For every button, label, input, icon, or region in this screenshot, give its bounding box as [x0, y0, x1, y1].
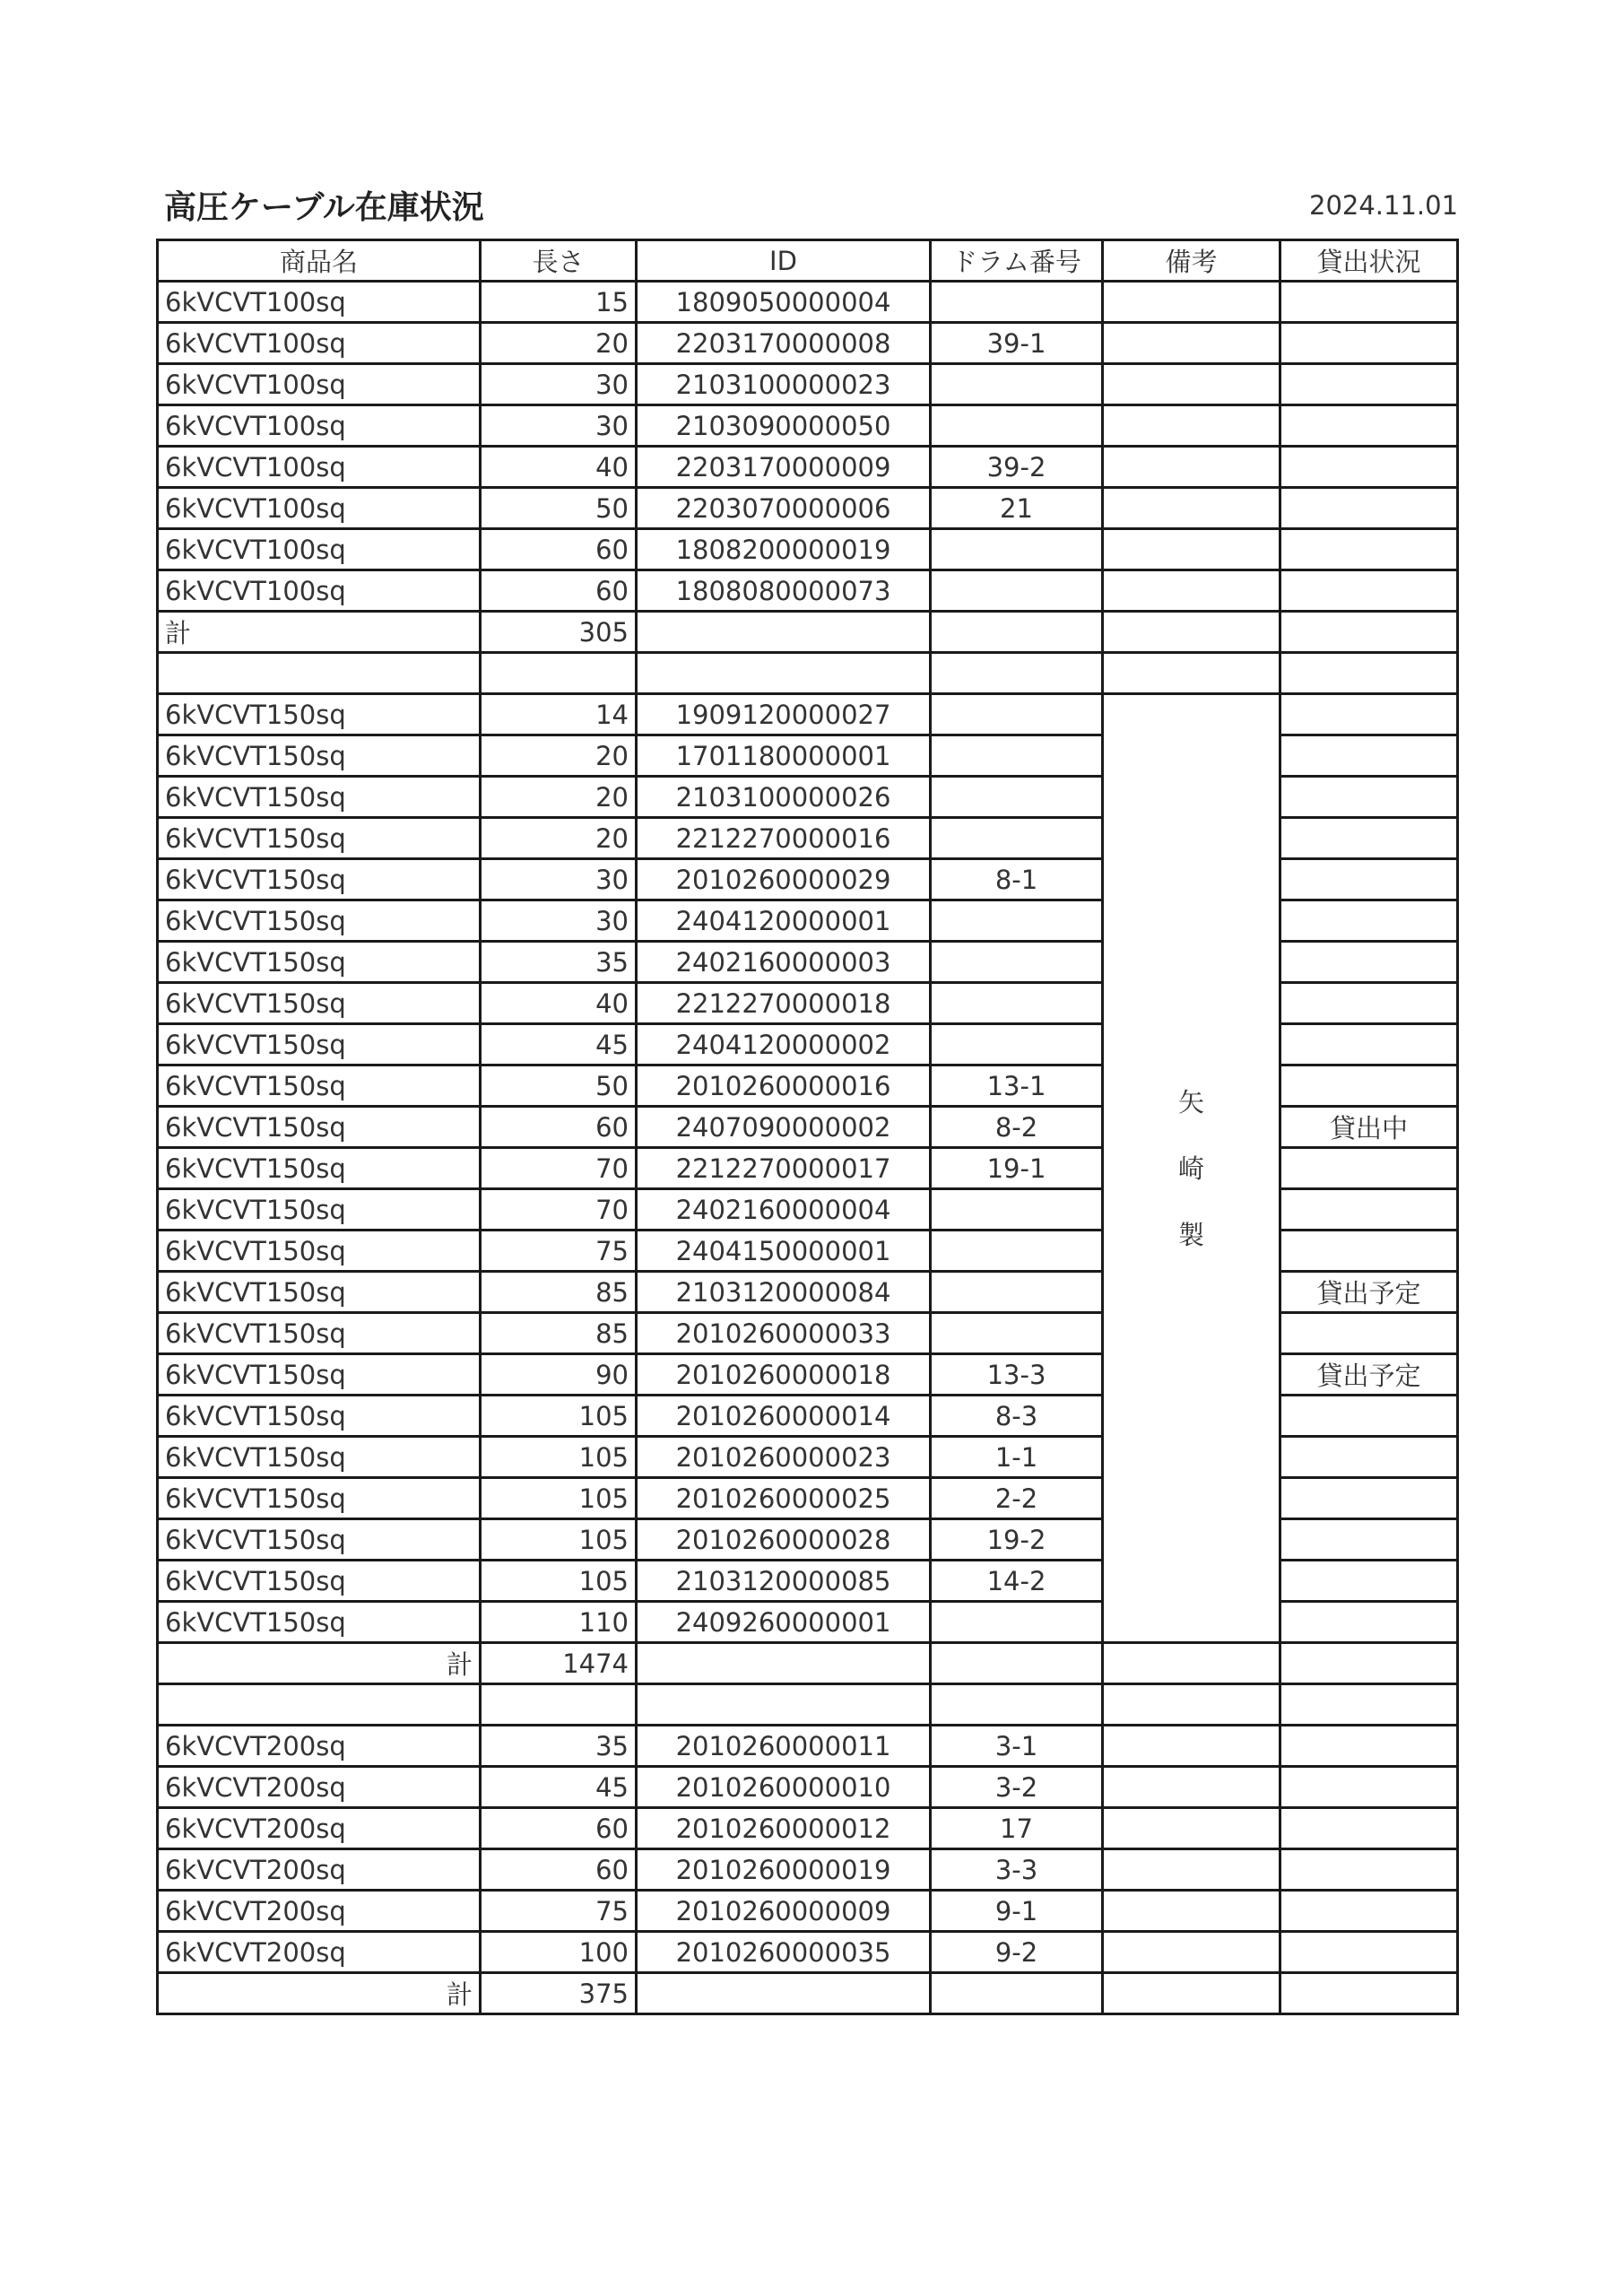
length-cell: 30 — [481, 405, 637, 447]
product-name-cell: 6kVCVT100sq — [158, 570, 481, 612]
product-name-cell: 6kVCVT100sq — [158, 282, 481, 323]
id-cell: 2203070000006 — [637, 488, 931, 529]
length-cell: 30 — [481, 364, 637, 405]
status-cell — [1280, 1561, 1458, 1602]
length-cell: 60 — [481, 1808, 637, 1849]
length-cell: 60 — [481, 1107, 637, 1148]
drum-number-cell — [931, 735, 1103, 777]
id-cell: 2203170000008 — [637, 323, 931, 364]
drum-number-cell — [931, 900, 1103, 942]
id-cell: 2404120000002 — [637, 1024, 931, 1065]
remarks-cell — [1103, 405, 1280, 447]
empty-cell — [931, 1684, 1103, 1726]
product-name-cell: 6kVCVT150sq — [158, 859, 481, 900]
id-cell: 2404120000001 — [637, 900, 931, 942]
subtotal-row — [158, 1643, 1458, 1684]
product-name-cell: 6kVCVT150sq — [158, 1602, 481, 1643]
remarks-cell — [1103, 1932, 1280, 1973]
drum-number-cell: 8-1 — [931, 859, 1103, 900]
empty-cell — [931, 612, 1103, 653]
length-cell: 105 — [481, 1519, 637, 1561]
id-cell: 2010260000009 — [637, 1891, 931, 1932]
product-name-cell: 6kVCVT150sq — [158, 1396, 481, 1437]
product-name-cell: 6kVCVT100sq — [158, 529, 481, 570]
header-drum: ドラム番号 — [931, 240, 1103, 282]
product-name-cell: 6kVCVT150sq — [158, 1148, 481, 1189]
drum-number-cell — [931, 1231, 1103, 1272]
drum-number-cell — [931, 405, 1103, 447]
product-name-cell: 6kVCVT150sq — [158, 777, 481, 818]
status-cell — [1280, 1932, 1458, 1973]
drum-number-cell: 19-2 — [931, 1519, 1103, 1561]
empty-cell — [1280, 612, 1458, 653]
table-row — [158, 570, 1458, 612]
product-name-cell: 6kVCVT100sq — [158, 364, 481, 405]
product-name-cell: 6kVCVT150sq — [158, 983, 481, 1024]
drum-number-cell: 3-3 — [931, 1849, 1103, 1891]
drum-number-cell — [931, 942, 1103, 983]
drum-number-cell — [931, 282, 1103, 323]
id-cell: 2010260000011 — [637, 1726, 931, 1767]
table-row — [158, 1767, 1458, 1808]
empty-cell — [1103, 653, 1280, 694]
table-row — [158, 405, 1458, 447]
remarks-cell — [1103, 323, 1280, 364]
product-name-cell: 6kVCVT150sq — [158, 1024, 481, 1065]
subtotal-row — [158, 612, 1458, 653]
remarks-cell — [1103, 282, 1280, 323]
drum-number-cell: 2-2 — [931, 1478, 1103, 1519]
length-cell: 70 — [481, 1148, 637, 1189]
table-row — [158, 323, 1458, 364]
empty-cell — [1103, 1973, 1280, 2014]
remarks-char: 製 — [1177, 1219, 1204, 1250]
status-cell: 貸出予定 — [1280, 1272, 1458, 1313]
product-name-cell: 6kVCVT150sq — [158, 942, 481, 983]
product-name-cell: 6kVCVT100sq — [158, 447, 481, 488]
length-cell: 90 — [481, 1354, 637, 1396]
empty-cell — [158, 653, 481, 694]
remarks-cell — [1103, 529, 1280, 570]
id-cell: 2402160000004 — [637, 1189, 931, 1231]
product-name-cell: 6kVCVT150sq — [158, 900, 481, 942]
id-cell: 2212270000018 — [637, 983, 931, 1024]
id-cell: 2212270000017 — [637, 1148, 931, 1189]
drum-number-cell: 21 — [931, 488, 1103, 529]
drum-number-cell — [931, 1024, 1103, 1065]
length-cell: 35 — [481, 1726, 637, 1767]
blank-row — [158, 1684, 1458, 1726]
id-cell: 2010260000012 — [637, 1808, 931, 1849]
status-cell — [1280, 1313, 1458, 1354]
length-cell: 45 — [481, 1024, 637, 1065]
id-cell: 2103120000084 — [637, 1272, 931, 1313]
length-cell: 15 — [481, 282, 637, 323]
drum-number-cell: 13-1 — [931, 1065, 1103, 1107]
empty-cell — [1103, 1684, 1280, 1726]
product-name-cell: 6kVCVT200sq — [158, 1849, 481, 1891]
status-cell — [1280, 282, 1458, 323]
drum-number-cell: 8-2 — [931, 1107, 1103, 1148]
product-name-cell: 6kVCVT200sq — [158, 1932, 481, 1973]
status-cell — [1280, 1602, 1458, 1643]
id-cell: 2212270000016 — [637, 818, 931, 859]
header-row — [158, 240, 1458, 282]
drum-number-cell: 3-1 — [931, 1726, 1103, 1767]
drum-number-cell: 1-1 — [931, 1437, 1103, 1478]
length-cell: 60 — [481, 529, 637, 570]
status-cell: 貸出予定 — [1280, 1354, 1458, 1396]
id-cell: 2404150000001 — [637, 1231, 931, 1272]
subtotal-label: 計 — [158, 1643, 481, 1684]
remarks-cell — [1103, 1767, 1280, 1808]
remarks-cell — [1103, 1808, 1280, 1849]
length-cell: 110 — [481, 1602, 637, 1643]
id-cell: 2010260000029 — [637, 859, 931, 900]
status-cell — [1280, 694, 1458, 735]
table-row — [158, 694, 1458, 735]
status-cell — [1280, 942, 1458, 983]
status-cell — [1280, 570, 1458, 612]
id-cell: 1808080000073 — [637, 570, 931, 612]
length-cell: 35 — [481, 942, 637, 983]
length-cell: 100 — [481, 1932, 637, 1973]
report-date: 2024.11.01 — [1309, 190, 1459, 221]
status-cell — [1280, 1024, 1458, 1065]
length-cell: 40 — [481, 447, 637, 488]
length-cell: 85 — [481, 1313, 637, 1354]
remarks-cell — [1103, 1726, 1280, 1767]
remarks-cell — [1103, 364, 1280, 405]
drum-number-cell — [931, 1189, 1103, 1231]
status-cell — [1280, 405, 1458, 447]
status-cell — [1280, 900, 1458, 942]
drum-number-cell — [931, 983, 1103, 1024]
status-cell — [1280, 1808, 1458, 1849]
table-row — [158, 1726, 1458, 1767]
status-cell — [1280, 777, 1458, 818]
remarks-cell — [1103, 1891, 1280, 1932]
length-cell: 20 — [481, 777, 637, 818]
drum-number-cell — [931, 818, 1103, 859]
id-cell: 2409260000001 — [637, 1602, 931, 1643]
product-name-cell: 6kVCVT150sq — [158, 694, 481, 735]
drum-number-cell — [931, 1602, 1103, 1643]
id-cell: 2103090000050 — [637, 405, 931, 447]
id-cell: 2103120000085 — [637, 1561, 931, 1602]
product-name-cell: 6kVCVT100sq — [158, 405, 481, 447]
status-cell — [1280, 1065, 1458, 1107]
drum-number-cell — [931, 364, 1103, 405]
drum-number-cell: 19-1 — [931, 1148, 1103, 1189]
id-cell: 1809050000004 — [637, 282, 931, 323]
status-cell — [1280, 1478, 1458, 1519]
length-cell: 75 — [481, 1891, 637, 1932]
status-cell — [1280, 1726, 1458, 1767]
drum-number-cell: 9-1 — [931, 1891, 1103, 1932]
product-name-cell: 6kVCVT150sq — [158, 1437, 481, 1478]
remarks-cell — [1103, 1849, 1280, 1891]
table-row — [158, 1932, 1458, 1973]
length-cell: 30 — [481, 859, 637, 900]
remarks-cell — [1103, 488, 1280, 529]
product-name-cell: 6kVCVT150sq — [158, 1272, 481, 1313]
length-cell: 50 — [481, 1065, 637, 1107]
header-status: 貸出状況 — [1280, 240, 1458, 282]
length-cell: 75 — [481, 1231, 637, 1272]
table-row — [158, 1891, 1458, 1932]
product-name-cell: 6kVCVT150sq — [158, 1519, 481, 1561]
product-name-cell: 6kVCVT150sq — [158, 1354, 481, 1396]
id-cell: 2203170000009 — [637, 447, 931, 488]
subtotal-label: 計 — [158, 1973, 481, 2014]
length-cell: 105 — [481, 1478, 637, 1519]
id-cell: 2010260000018 — [637, 1354, 931, 1396]
id-cell: 2010260000033 — [637, 1313, 931, 1354]
drum-number-cell: 39-2 — [931, 447, 1103, 488]
product-name-cell: 6kVCVT150sq — [158, 1561, 481, 1602]
empty-cell — [1280, 1643, 1458, 1684]
remarks-cell — [1103, 570, 1280, 612]
remarks-cell — [1103, 447, 1280, 488]
empty-cell — [481, 653, 637, 694]
empty-cell — [1280, 653, 1458, 694]
id-cell: 2010260000023 — [637, 1437, 931, 1478]
drum-number-cell: 39-1 — [931, 323, 1103, 364]
status-cell — [1280, 1396, 1458, 1437]
status-cell — [1280, 1849, 1458, 1891]
length-cell: 60 — [481, 570, 637, 612]
product-name-cell: 6kVCVT150sq — [158, 1478, 481, 1519]
empty-cell — [481, 1684, 637, 1726]
drum-number-cell: 9-2 — [931, 1932, 1103, 1973]
length-cell: 105 — [481, 1437, 637, 1478]
blank-row — [158, 653, 1458, 694]
subtotal-length: 305 — [481, 612, 637, 653]
product-name-cell: 6kVCVT200sq — [158, 1891, 481, 1932]
empty-cell — [931, 653, 1103, 694]
table-row — [158, 529, 1458, 570]
header-length: 長さ — [481, 240, 637, 282]
drum-number-cell — [931, 529, 1103, 570]
drum-number-cell — [931, 570, 1103, 612]
subtotal-length: 375 — [481, 1973, 637, 2014]
drum-number-cell — [931, 694, 1103, 735]
drum-number-cell: 17 — [931, 1808, 1103, 1849]
id-cell: 2407090000002 — [637, 1107, 931, 1148]
remarks-char: 崎 — [1177, 1152, 1204, 1184]
table-row — [158, 282, 1458, 323]
product-name-cell: 6kVCVT100sq — [158, 323, 481, 364]
length-cell: 105 — [481, 1396, 637, 1437]
status-cell — [1280, 983, 1458, 1024]
empty-cell — [637, 1973, 931, 2014]
id-cell: 1701180000001 — [637, 735, 931, 777]
id-cell: 2010260000025 — [637, 1478, 931, 1519]
drum-number-cell: 3-2 — [931, 1767, 1103, 1808]
length-cell: 45 — [481, 1767, 637, 1808]
table-row — [158, 488, 1458, 529]
drum-number-cell — [931, 1272, 1103, 1313]
inventory-table — [156, 239, 1459, 2015]
product-name-cell: 6kVCVT200sq — [158, 1808, 481, 1849]
empty-cell — [637, 612, 931, 653]
empty-cell — [637, 653, 931, 694]
table-row — [158, 364, 1458, 405]
product-name-cell: 6kVCVT200sq — [158, 1726, 481, 1767]
id-cell: 2010260000019 — [637, 1849, 931, 1891]
status-cell — [1280, 1231, 1458, 1272]
drum-number-cell — [931, 777, 1103, 818]
product-name-cell: 6kVCVT150sq — [158, 1231, 481, 1272]
status-cell — [1280, 1189, 1458, 1231]
id-cell: 2010260000010 — [637, 1767, 931, 1808]
length-cell: 85 — [481, 1272, 637, 1313]
status-cell — [1280, 1437, 1458, 1478]
length-cell: 30 — [481, 900, 637, 942]
length-cell: 20 — [481, 323, 637, 364]
product-name-cell: 6kVCVT150sq — [158, 818, 481, 859]
status-cell — [1280, 818, 1458, 859]
status-cell: 貸出中 — [1280, 1107, 1458, 1148]
table-row — [158, 1808, 1458, 1849]
length-cell: 40 — [481, 983, 637, 1024]
id-cell: 1909120000027 — [637, 694, 931, 735]
remarks-char: 矢 — [1177, 1086, 1204, 1118]
product-name-cell: 6kVCVT150sq — [158, 735, 481, 777]
status-cell — [1280, 488, 1458, 529]
status-cell — [1280, 1767, 1458, 1808]
empty-cell — [637, 1643, 931, 1684]
page-title: 高圧ケーブル在庫状況 — [164, 189, 484, 226]
subtotal-row — [158, 1973, 1458, 2014]
status-cell — [1280, 859, 1458, 900]
length-cell: 60 — [481, 1849, 637, 1891]
product-name-cell: 6kVCVT150sq — [158, 1107, 481, 1148]
length-cell: 50 — [481, 488, 637, 529]
status-cell — [1280, 735, 1458, 777]
status-cell — [1280, 447, 1458, 488]
table-row — [158, 447, 1458, 488]
inventory-body — [158, 282, 1458, 2014]
status-cell — [1280, 1519, 1458, 1561]
status-cell — [1280, 323, 1458, 364]
id-cell: 2402160000003 — [637, 942, 931, 983]
id-cell: 1808200000019 — [637, 529, 931, 570]
id-cell: 2103100000026 — [637, 777, 931, 818]
product-name-cell: 6kVCVT150sq — [158, 1065, 481, 1107]
drum-number-cell: 8-3 — [931, 1396, 1103, 1437]
drum-number-cell — [931, 1313, 1103, 1354]
empty-cell — [931, 1643, 1103, 1684]
length-cell: 20 — [481, 735, 637, 777]
empty-cell — [1103, 1643, 1280, 1684]
id-cell: 2010260000016 — [637, 1065, 931, 1107]
status-cell — [1280, 529, 1458, 570]
status-cell — [1280, 364, 1458, 405]
empty-cell — [637, 1684, 931, 1726]
drum-number-cell: 13-3 — [931, 1354, 1103, 1396]
empty-cell — [1103, 612, 1280, 653]
id-cell: 2010260000014 — [637, 1396, 931, 1437]
length-cell: 70 — [481, 1189, 637, 1231]
status-cell — [1280, 1148, 1458, 1189]
product-name-cell: 6kVCVT150sq — [158, 1313, 481, 1354]
empty-cell — [1280, 1684, 1458, 1726]
id-cell: 2103100000023 — [637, 364, 931, 405]
remarks-merged-cell — [1103, 694, 1280, 1643]
empty-cell — [1280, 1973, 1458, 2014]
header-name: 商品名 — [158, 240, 481, 282]
header-remarks: 備考 — [1103, 240, 1280, 282]
empty-cell — [158, 1684, 481, 1726]
length-cell: 20 — [481, 818, 637, 859]
product-name-cell: 6kVCVT100sq — [158, 488, 481, 529]
subtotal-label: 計 — [158, 612, 481, 653]
subtotal-length: 1474 — [481, 1643, 637, 1684]
empty-cell — [931, 1973, 1103, 2014]
product-name-cell: 6kVCVT200sq — [158, 1767, 481, 1808]
id-cell: 2010260000035 — [637, 1932, 931, 1973]
length-cell: 14 — [481, 694, 637, 735]
drum-number-cell: 14-2 — [931, 1561, 1103, 1602]
id-cell: 2010260000028 — [637, 1519, 931, 1561]
product-name-cell: 6kVCVT150sq — [158, 1189, 481, 1231]
status-cell — [1280, 1891, 1458, 1932]
length-cell: 105 — [481, 1561, 637, 1602]
header-id: ID — [637, 240, 931, 282]
table-row — [158, 1849, 1458, 1891]
